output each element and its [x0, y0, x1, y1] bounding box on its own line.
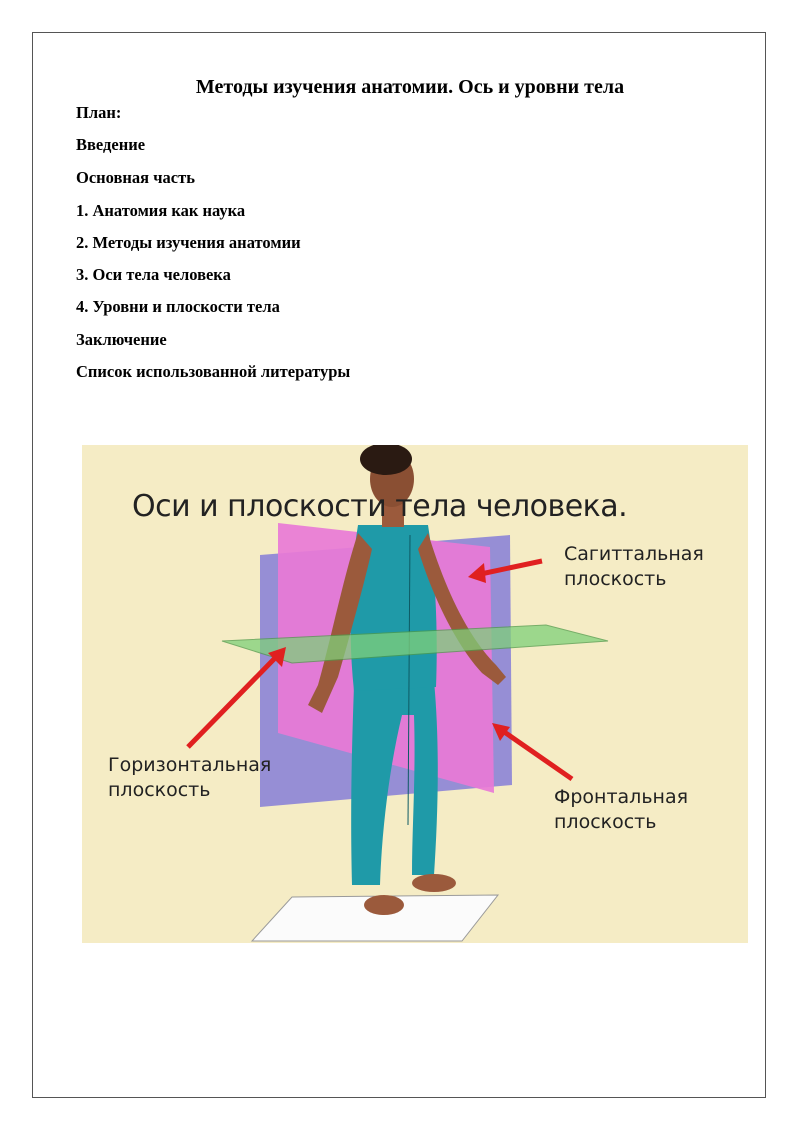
plan-item-introduction: Введение	[76, 135, 146, 154]
sagittal-label	[564, 542, 704, 592]
figure-title: Оси и плоскости тела человека.	[132, 489, 628, 524]
document-title: Методы изучения анатомии. Ось и уровни тела	[195, 76, 625, 98]
plan-item-conclusion: Заключение	[76, 330, 167, 349]
plan-heading: План:	[76, 103, 122, 122]
sagittal-label-line2: плоскость	[564, 568, 667, 590]
sagittal-label-line1: Сагиттальная	[564, 543, 704, 565]
plan-item-methods: 2. Методы изучения анатомии	[76, 233, 301, 252]
horizontal-label-line2: плоскость	[108, 779, 211, 801]
frontal-label	[554, 785, 688, 835]
plan-item-main-part: Основная часть	[76, 168, 195, 187]
plan-item-body-axes: 3. Оси тела человека	[76, 265, 231, 284]
horizontal-label-line1: Горизонтальная	[108, 754, 272, 776]
frontal-label-line1: Фронтальная	[554, 786, 689, 808]
plan-item-anatomy-science: 1. Анатомия как наука	[76, 201, 246, 220]
right-foot	[412, 874, 456, 892]
plan-item-references: Список использованной литературы	[76, 362, 351, 381]
frontal-label-line2: плоскость	[554, 811, 657, 833]
plan-item-levels-planes: 4. Уровни и плоскости тела	[76, 297, 280, 316]
horizontal-label	[108, 753, 271, 803]
body-planes-figure	[82, 445, 748, 943]
left-foot	[364, 895, 404, 915]
